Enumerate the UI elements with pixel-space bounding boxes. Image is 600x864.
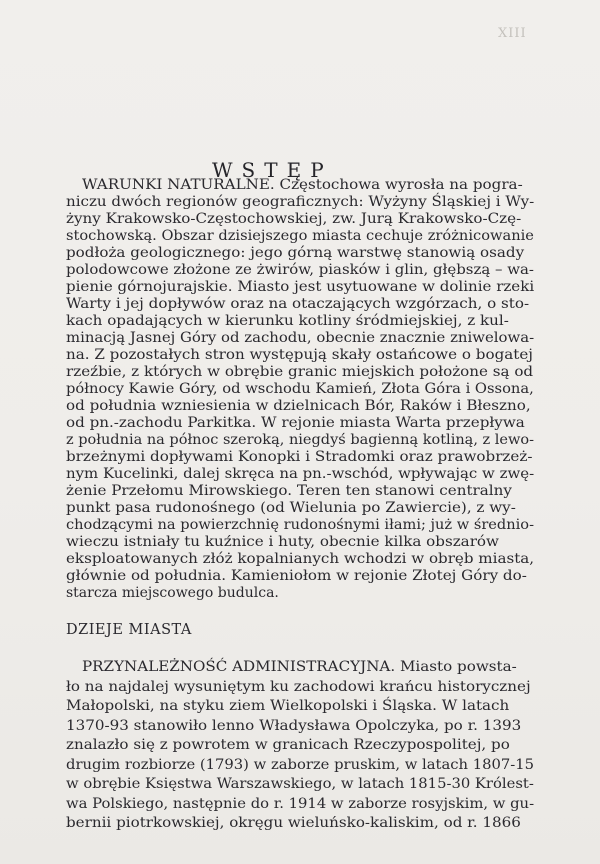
- text-line: Małopolski, na styku ziem Wielkopolski i Śląska. W latach: [66, 698, 510, 714]
- text-line: PRZYNALEŻNOŚĆ ADMINISTRACYJNA. Miasto powsta-: [82, 659, 517, 675]
- text-line: WARUNKI NATURALNE. Częstochowa wyrosła na pogra-: [82, 177, 523, 193]
- text-line: eksploatowanych złóż kopalnianych wchodzi w obręb miasta,: [66, 551, 535, 567]
- text-line: chodzącymi na powierzchnię rudonośnymi iłami; już w średnio-: [66, 517, 535, 533]
- text-line: rzeźbie, z których w obrębie granic miejskich położone są od: [66, 364, 534, 380]
- section-heading: DZIEJE MIASTA: [66, 622, 192, 638]
- text-line: znalazło się z powrotem w granicach Rzeczypospolitej, po: [66, 737, 510, 753]
- text-line: punkt pasa rudonośnego (od Wielunia po Zawiercie), z wy-: [66, 500, 516, 516]
- text-line: północy Kawie Góry, od wschodu Kamień, Złota Góra i Ossona,: [66, 381, 534, 397]
- text-line: minacją Jasnej Góry od zachodu, obecnie znacznie zniwelowa-: [66, 330, 535, 346]
- text-line: ło na najdalej wysuniętym ku zachodowi krańcu historycznej: [66, 678, 531, 695]
- text-line: wa Polskiego, następnie do r. 1914 w zaborze rosyjskim, w gu-: [66, 795, 535, 812]
- text-line: żenie Przełomu Mirowskiego. Teren ten stanowi centralny: [66, 483, 512, 499]
- text-line: żyny Krakowsko-Częstochowskiej, zw. Jurą Krakowsko-Czę-: [66, 211, 522, 227]
- text-line: na. Z pozostałych stron występują skały ostańcowe o bogatej: [66, 347, 533, 363]
- text-line: od pn.-zachodu Parkitka. W rejonie miasta Warta przepływa: [66, 415, 525, 431]
- text-line: od południa wzniesienia w dzielnicach Bór, Raków i Błeszno,: [66, 398, 531, 414]
- text-line: drugim rozbiorze (1793) w zaborze pruskim, w latach 1807-15: [66, 756, 535, 773]
- page-number: XIII: [498, 26, 527, 41]
- text-line: wieczu istniały tu kuźnice i huty, obecnie kilka obszarów: [66, 534, 499, 550]
- text-line: brzeżnymi dopływami Konopki i Stradomki oraz prawobrzeż-: [66, 449, 533, 465]
- text-line: pienie górnojurajskie. Miasto jest usytuowane w dolinie rzeki: [66, 279, 535, 295]
- text-line: w obrębie Księstwa Warszawskiego, w latach 1815-30 Królest-: [66, 776, 534, 792]
- text-line: nym Kucelinki, dalej skręca na pn.-wschód, wpływając w zwę-: [66, 466, 535, 482]
- text-line: kach opadających w kierunku kotliny śródmiejskiej, z kul-: [66, 313, 509, 329]
- text-line: 1370-93 stanowiło lenno Władysława Opolczyka, po r. 1393: [66, 717, 522, 734]
- text-line: niczu dwóch regionów geograficznych: Wyżyny Śląskiej i Wy-: [66, 194, 535, 210]
- text-line: polodowcowe złożone ze żwirów, piasków i glin, głębszą – wa-: [66, 262, 534, 278]
- text-line: starcza miejscowego budulca.: [66, 585, 279, 601]
- text-line: bernii piotrkowskiej, okręgu wieluńsko-kaliskim, od r. 1866: [66, 815, 521, 831]
- text-line: Warty i jej dopływów oraz na otaczających wzgórzach, o sto-: [66, 296, 530, 312]
- text-line: z południa na północ szeroką, niegdyś bagienną kotliną, z lewo-: [66, 432, 535, 448]
- text-line: stochowską. Obszar dzisiejszego miasta cechuje zróżnicowanie: [66, 228, 534, 244]
- chapter-heading: WSTĘP: [212, 158, 333, 182]
- text-line: podłoża geologicznego: jego górną warstwę stanowią osady: [66, 245, 525, 261]
- text-line: głównie od południa. Kamieniołom w rejonie Złotej Góry do-: [66, 568, 527, 584]
